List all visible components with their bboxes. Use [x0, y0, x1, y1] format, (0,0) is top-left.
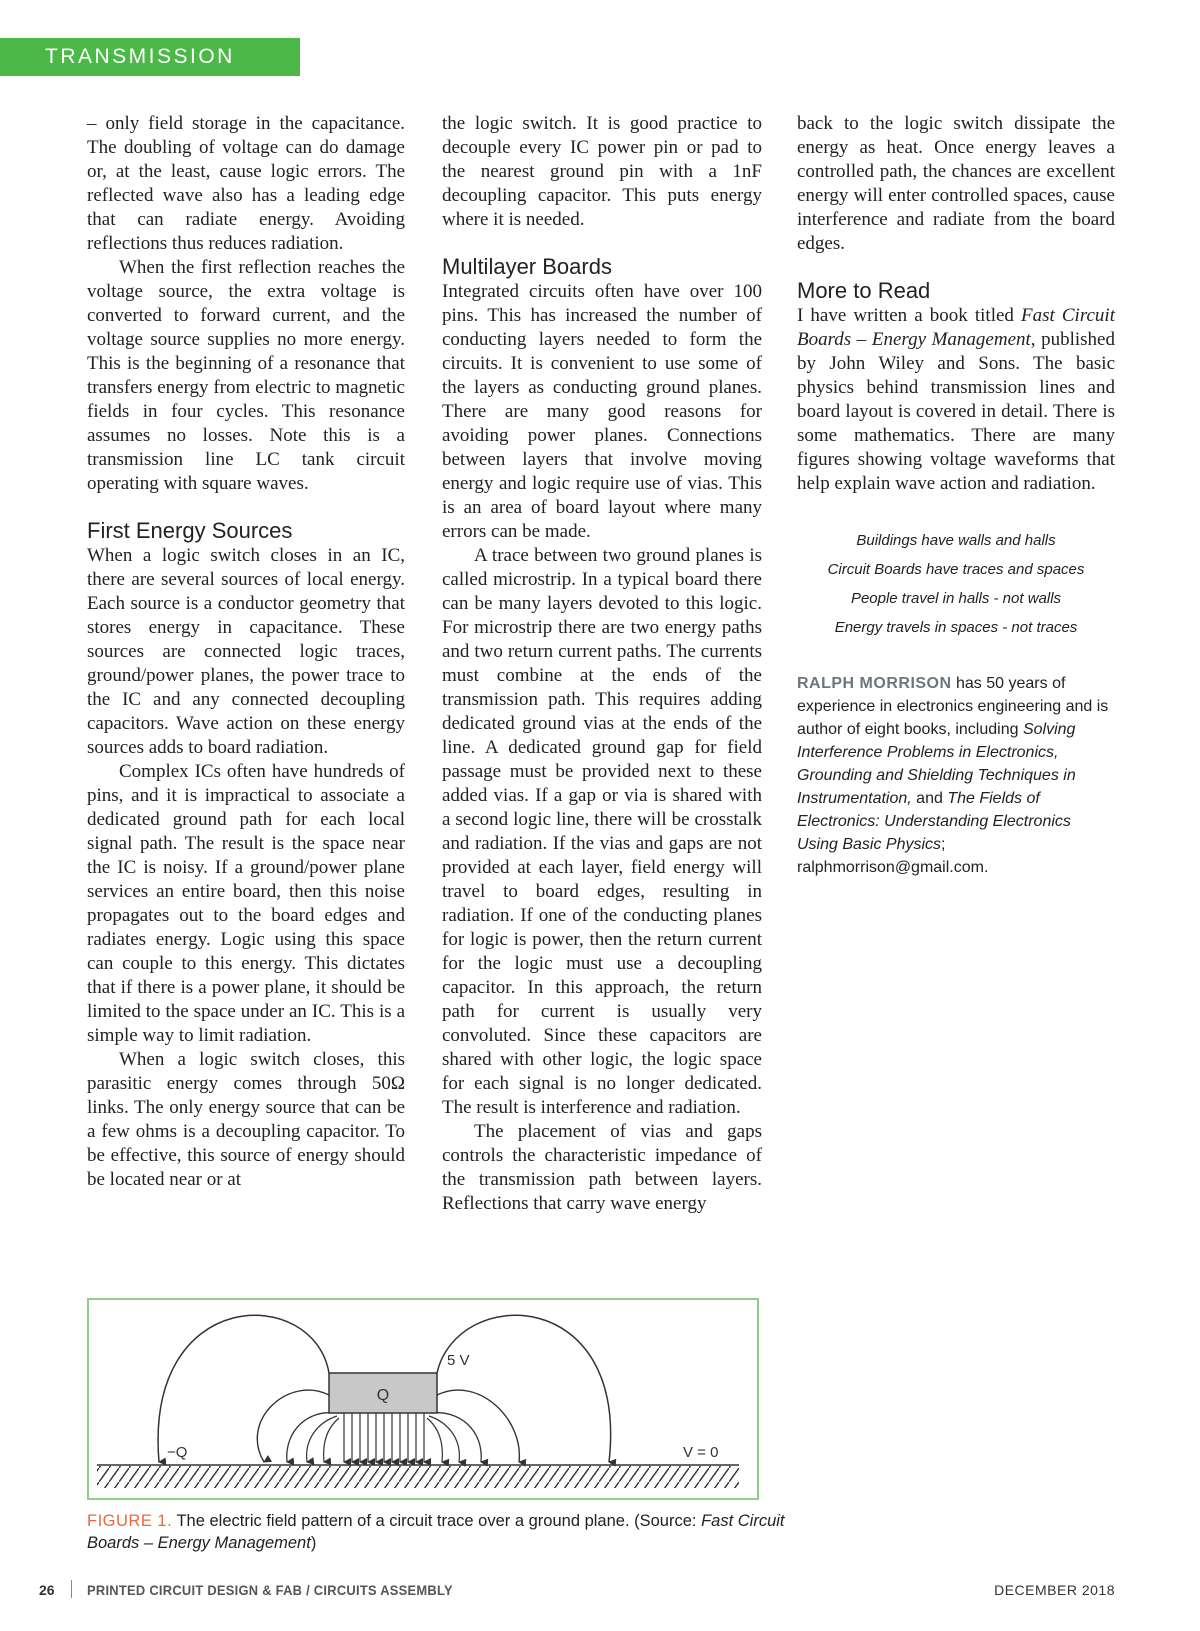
field-line: [427, 1418, 442, 1462]
poem: [797, 526, 1115, 642]
book-title: Solving Interference Problems in Electronics, Grounding and Shielding Techniques in Instrumentation,: [797, 721, 1076, 807]
section-heading-more-to-read: More to Read: [797, 278, 931, 303]
paragraph: When the first reflection reaches the voltage source, the extra voltage is converted to forward current, and the voltage source supplies no more energy. This is the beginning of a resonance that transfers energy from electric to magnetic fields in four cycles. This resonance assumes no losses. Note this is a transmission line LC tank circuit operating with square waves.: [87, 257, 405, 494]
figure-caption: [87, 1510, 787, 1554]
label-v0: V = 0: [683, 1444, 719, 1461]
field-line: [437, 1390, 519, 1462]
caption-text: The electric field pattern of a circuit trace over a ground plane. (Source:: [172, 1512, 702, 1530]
page-number: 26: [39, 1582, 55, 1598]
paragraph: The placement of vias and gaps controls the characteristic impedance of the transmission path between layers. Reflections that carry wave energy: [442, 1121, 762, 1214]
label-q: Q: [376, 1387, 390, 1404]
poem-line: People travel in halls - not walls: [850, 590, 1062, 607]
section-tag-light: TRANSMISSION: [45, 45, 235, 68]
field-line: [158, 1315, 329, 1462]
field-line: [257, 1390, 329, 1462]
book-title: Fast Circuit Boards – Energy Management: [797, 305, 1115, 350]
section-tag: [0, 38, 300, 106]
figure-label: FIGURE 1.: [87, 1512, 173, 1530]
article-column-2: [442, 112, 762, 1216]
paragraph: When a logic switch closes in an IC, there are several sources of local energy. Each source is a conductor geometry that stores energy in capacitance. These sources are connected logic traces, ground/power planes, the power trace to the IC and any connected decoupling capacitors. Wave action on these energy sources adds to board radiation.: [87, 545, 405, 758]
section-heading-multilayer-boards: Multilayer Boards: [442, 254, 612, 279]
paragraph: Integrated circuits often have over 100 pins. This has increased the number of conducting layers needed to form the circuits. It is convenient to use some of the layers as conducting ground planes. There are many good reasons for avoiding power planes. Connections between layers that involve moving energy and logic require use of vias. This is an area of board layout where many errors can be made.: [442, 281, 762, 542]
book-title: The Fields of Electronics: Understanding Electronics Using Basic Physics: [797, 790, 1071, 853]
vertical-field-lines: [344, 1413, 424, 1462]
text-run: and: [911, 790, 948, 807]
field-pattern-diagram: [89, 1300, 757, 1498]
label-5v: 5 V: [447, 1352, 470, 1369]
section-tag-bold: LINES: [45, 83, 120, 106]
paragraph: When a logic switch closes, this parasitic energy comes through 50Ω links. The only energy source that can be a few ohms is a decoupling capacitor. To be effective, this source of energy should be located near or at: [87, 1049, 405, 1190]
paragraph: [797, 304, 1115, 496]
field-line: [324, 1418, 339, 1462]
footer-divider: [71, 1580, 72, 1598]
poem-line: Circuit Boards have traces and spaces: [827, 561, 1085, 578]
paragraph: A trace between two ground planes is called microstrip. In a typical board there can be many layers devoted to this logic. For microstrip there are two energy paths and two return current paths. The currents must combine at the ends of the transmission path. This requires adding dedicated ground vias at the ends of the line. A dedicated ground gap for field passage must be provided next to these added vias. If a gap or via is shared with a second logic line, there will be crosstalk and radiation. If the vias and gaps are not provided at each layer, field energy will travel to board edges, resulting in radiation. If one of the conducting planes for logic is power, then the return current for the logic must use a decoupling capacitor. In this approach, the return path for current is usually very convoluted. Since these capacitors are shared with other logic, the logic space for each signal is no longer dedicated. The result is interference and radiation.: [442, 545, 762, 1118]
section-heading-first-energy-sources: First Energy Sources: [87, 518, 293, 543]
author-email: ; ralphmorrison@gmail.com.: [797, 836, 989, 876]
issue-date: DECEMBER 2018: [994, 1582, 1115, 1598]
paragraph: Complex ICs often have hundreds of pins, and it is impractical to associate a dedicated ground path for each local signal path. The result is the space near the IC is noisy. If a ground/power plane services an entire board, then this noise propagates out to the board edges and radiates energy. Logic using this space can couple to this energy. This dictates that if there is a power plane, it should be limited to the space under an IC. This is a simple way to limit radiation.: [87, 761, 405, 1046]
text-run: I have written a book titled: [797, 305, 1021, 326]
text-run: has 50 years of experience in electronics engineering and is author of eight books, including: [797, 675, 1109, 738]
publication-name: PRINTED CIRCUIT DESIGN & FAB / CIRCUITS ASSEMBLY: [87, 1582, 453, 1598]
field-line: [307, 1416, 337, 1462]
text-run: , published by John Wiley and Sons. The basic physics behind transmission lines and board layout is covered in detail. There is some mathematics. There are many figures showing voltage waveforms that help explain wave action and radiation.: [797, 329, 1115, 494]
article-column-1: [87, 112, 405, 1192]
figure-1: [87, 1298, 759, 1500]
field-line: [429, 1416, 459, 1462]
author-bio: [797, 672, 1115, 879]
poem-line: Energy travels in spaces - not traces: [834, 619, 1078, 636]
paragraph: back to the logic switch dissipate the energy as heat. Once energy leaves a controlled path, the chances are excellent energy will enter controlled spaces, cause interference and radiate from the board edges.: [797, 113, 1115, 254]
paragraph: – only field storage in the capacitance. The doubling of voltage can do damage or, at the least, cause logic errors. The reflected wave also has a leading edge that can radiate energy. Avoiding reflections thus reduces radiation.: [87, 113, 405, 254]
label-neg-q: −Q: [167, 1444, 188, 1461]
ground-hatch: [97, 1466, 739, 1488]
field-line: [437, 1315, 611, 1462]
caption-text: ): [310, 1534, 317, 1552]
author-name: RALPH MORRISON: [797, 675, 952, 692]
article-column-3: [797, 112, 1115, 879]
paragraph: the logic switch. It is good practice to decouple every IC power pin or pad to the nearest ground pin with a 1nF decoupling capacitor. This puts energy where it is needed.: [442, 113, 762, 230]
poem-line: Buildings have walls and halls: [856, 532, 1056, 549]
caption-source: Fast Circuit Boards – Energy Management: [87, 1512, 785, 1552]
